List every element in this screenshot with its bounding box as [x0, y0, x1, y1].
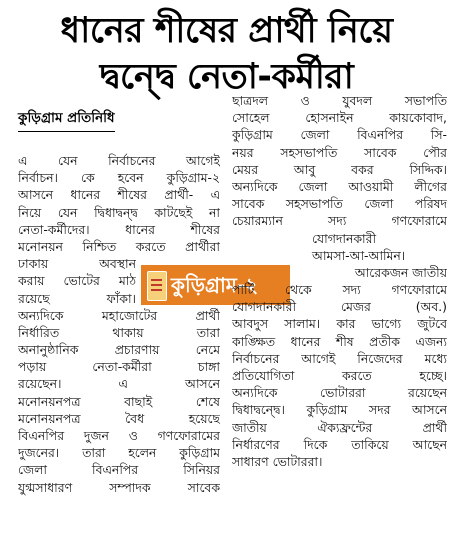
- body-line: প্রতিযোগিতা করতে হচ্ছে।: [232, 368, 447, 383]
- headline-line-1: ধানের শীষের প্রার্থী নিয়ে: [60, 11, 393, 51]
- body-line: নির্ধারণের দিকে তাকিয়ে আছেন: [232, 436, 447, 452]
- body-line: নির্ধারিত থাকায় তারা: [18, 324, 220, 340]
- body-line: আসনে ধানের শীষের প্রার্থী- এ: [18, 187, 220, 203]
- body-line: নির্বাচন। কে হবেন কুড়িগ্রাম-২: [18, 170, 220, 186]
- body-line: অনানুষ্ঠানিক প্রচারণায় নেমে: [18, 342, 220, 358]
- body-line: জেলা বিএনপির সিনিয়র: [18, 462, 220, 478]
- byline: কুড়িগ্রাম প্রতিনিধি: [18, 107, 115, 132]
- body-line: অন্যদিকে ভোটাররা রয়েছেন: [232, 385, 447, 401]
- body-line: রয়েছে ফাঁকা।: [18, 290, 136, 306]
- left-column: [18, 152, 220, 496]
- body-line: যুগ্মসাধারণ সম্পাদক সাবেক: [18, 479, 220, 495]
- body-line: মনোনয়ন নিশ্চিত করতে প্রার্থীরা: [18, 238, 220, 254]
- cropped-previous-text: [0, 0, 453, 6]
- body-line: কুড়িগ্রাম জেলা বিএনপির সি-: [232, 127, 447, 143]
- body-line: সাধারণ ভোটাররা।: [232, 453, 323, 469]
- headline-line-2: দ্বন্দ্বে নেতা-কর্মীরা: [99, 57, 354, 97]
- body-line: বিএনপির দুজন ও গণফোরামের: [18, 428, 220, 443]
- body-line: আবদুস সালাম। কার ভাগ্যে জুটবে: [232, 316, 447, 332]
- kicker-label: কুড়িগ্রাম-২: [171, 273, 259, 297]
- body-line: সোহেল হোসনাইন কায়কোবাদ,: [232, 110, 447, 126]
- body-line: করায় ভোটের মাঠ: [18, 273, 136, 289]
- body-line: যোগদানকারী মেজর (অব.): [232, 299, 447, 315]
- body-line: যোগদানকারী: [312, 230, 376, 246]
- body-line: পড়ায় নেতা-কর্মীরা চাঙ্গা: [18, 359, 220, 375]
- body-line: চেয়ারম্যান সদ্য গণফোরামে: [232, 213, 447, 229]
- body-line: সাবেক সহসভাপতি জেলা পরিষদ: [232, 196, 447, 212]
- body-line: পার্টি থেকে সদ্য গণফোরামে: [232, 282, 447, 298]
- body-line: নির্বাচনের আগেই নিজেদের মধ্যে: [232, 350, 447, 366]
- body-line: নেতা-কর্মীদের। ধানের শীষের: [18, 221, 220, 237]
- body-line: দ্বিধাদ্বন্দ্বে। কুড়িগ্রাম সদর আসনে: [232, 402, 447, 418]
- body-line: এ যেন নির্বাচনের আগেই: [18, 153, 220, 168]
- body-line: আমসা-আ-আমিন।: [312, 247, 406, 263]
- scroll-icon: [147, 271, 167, 301]
- body-line: নিয়ে যেন দ্বিধাদ্বন্দ্ব কাটছেই না: [18, 204, 220, 220]
- body-line: মনোনয়নপত্র বাছাই শেষে: [18, 393, 220, 409]
- body-line: আরেকজন জাতীয়: [354, 264, 447, 280]
- body-line: মনোনয়নপত্র বৈধ হয়েছে: [18, 410, 220, 426]
- body-line: ছাত্রদল ও যুবদল সভাপতি: [232, 93, 447, 108]
- body-line: কাঙ্ক্ষিত ধানের শীষ প্রতীক এজন্য: [232, 333, 447, 349]
- body-line: জাতীয় ঐক্যফ্রন্টের প্রার্থী: [232, 419, 447, 435]
- body-line: মেয়র আবু বকর সিদ্দিক।: [232, 161, 447, 177]
- right-column: [232, 92, 447, 470]
- body-line: নয়র সহসভাপতি সাবেক পৌর: [232, 144, 447, 160]
- body-line: অন্যদিকে জেলা আওয়ামী লীগের: [232, 178, 447, 194]
- body-line: অন্যদিকে মহাজোটের প্রার্থী: [18, 307, 220, 323]
- body-line: ঢাকায় অবস্থান: [18, 256, 136, 272]
- body-line: দুজনের। তারা হলেন কুড়িগ্রাম: [18, 445, 220, 461]
- body-line: রয়েছেন। এ আসনে: [18, 376, 220, 392]
